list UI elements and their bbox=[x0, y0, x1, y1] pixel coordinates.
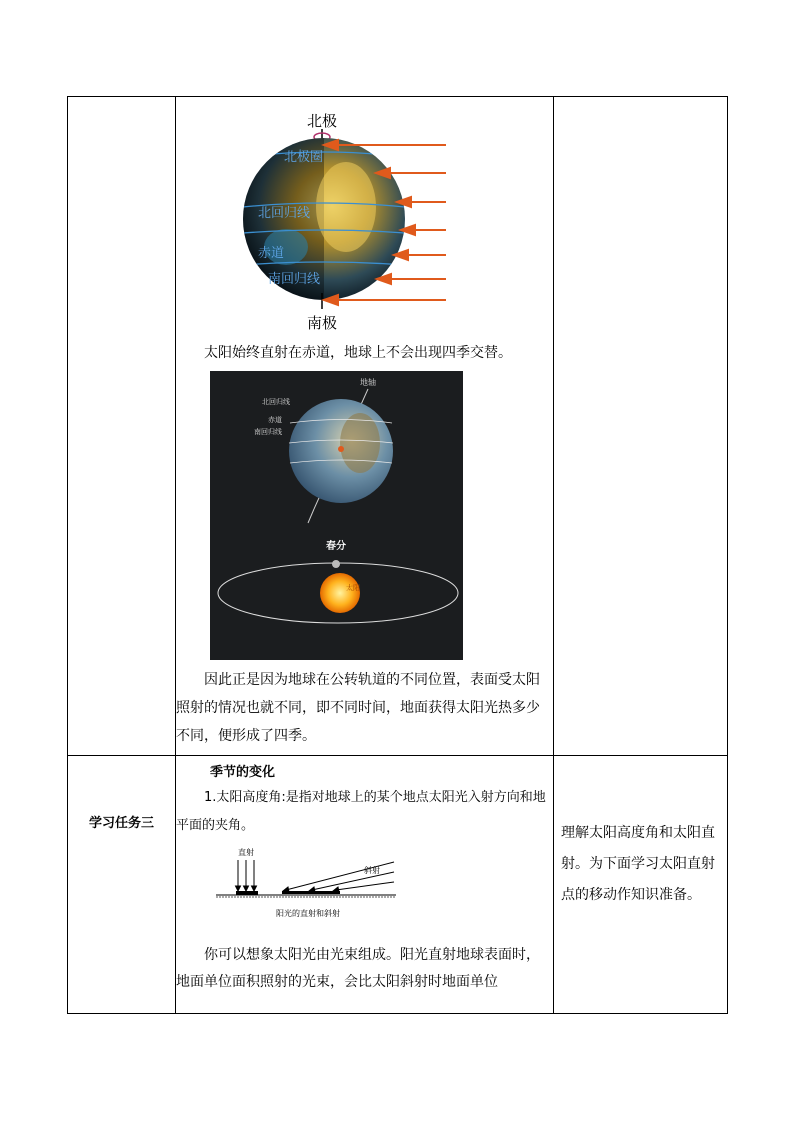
sun bbox=[320, 573, 360, 613]
paragraph: 你可以想象太阳光由光束组成。阳光直射地球表面时，地面单位面积照射的光束，会比太阳斜射时地面单位 bbox=[176, 947, 540, 990]
row1-content-cell bbox=[176, 97, 554, 756]
globe-figure bbox=[176, 97, 553, 337]
task-label-cell bbox=[68, 756, 176, 1014]
ray-figure bbox=[216, 842, 416, 934]
globe-line-label: 南回归线 bbox=[268, 272, 321, 287]
paragraph: 因此正是因为地球在公转轨道的不同位置，表面受太阳照射的情况也就不同，即不同时间，地面获得太阳光热多少不同，便形成了四季。 bbox=[176, 672, 540, 744]
north-pole-label: 北极 bbox=[306, 112, 338, 130]
lesson-table bbox=[67, 96, 728, 1014]
direct-label: 直射 bbox=[238, 848, 254, 857]
season-label: 春分 bbox=[326, 541, 346, 552]
row1-note-cell bbox=[554, 97, 728, 756]
ray-caption: 阳光的直射和斜射 bbox=[276, 909, 340, 918]
item1: 1.太阳高度角:是指对地球上的某个地点太阳光入射方向和地平面的夹角。 bbox=[176, 790, 546, 833]
row1-label-cell bbox=[68, 97, 176, 756]
sun-label: 太阳 bbox=[346, 584, 360, 592]
table-row bbox=[68, 97, 728, 756]
oblique-label: 斜射 bbox=[364, 866, 380, 875]
caption1: 太阳始终直射在赤道，地球上不会出现四季交替。 bbox=[204, 345, 512, 361]
globe-line-label: 赤道 bbox=[258, 246, 285, 261]
equinox-line-label: 赤道 bbox=[268, 416, 282, 424]
globe-line-label: 北极圈 bbox=[284, 150, 324, 165]
equinox-line-label: 南回归线 bbox=[254, 428, 282, 436]
axis-label: 地轴 bbox=[360, 378, 376, 387]
task-label: 学习任务三 bbox=[88, 816, 154, 831]
south-pole-label: 南极 bbox=[306, 314, 338, 332]
note: 理解太阳高度角和太阳直射。为下面学习太阳直射点的移动作知识准备。 bbox=[561, 825, 715, 903]
section-title: 季节的变化 bbox=[210, 765, 276, 780]
equinox-line-label: 北回归线 bbox=[262, 398, 290, 406]
table-row bbox=[68, 756, 728, 1014]
globe-line-label: 北回归线 bbox=[258, 206, 311, 221]
note-cell bbox=[554, 756, 728, 1014]
row2-content-cell bbox=[176, 756, 554, 1014]
equinox-figure bbox=[210, 371, 463, 660]
